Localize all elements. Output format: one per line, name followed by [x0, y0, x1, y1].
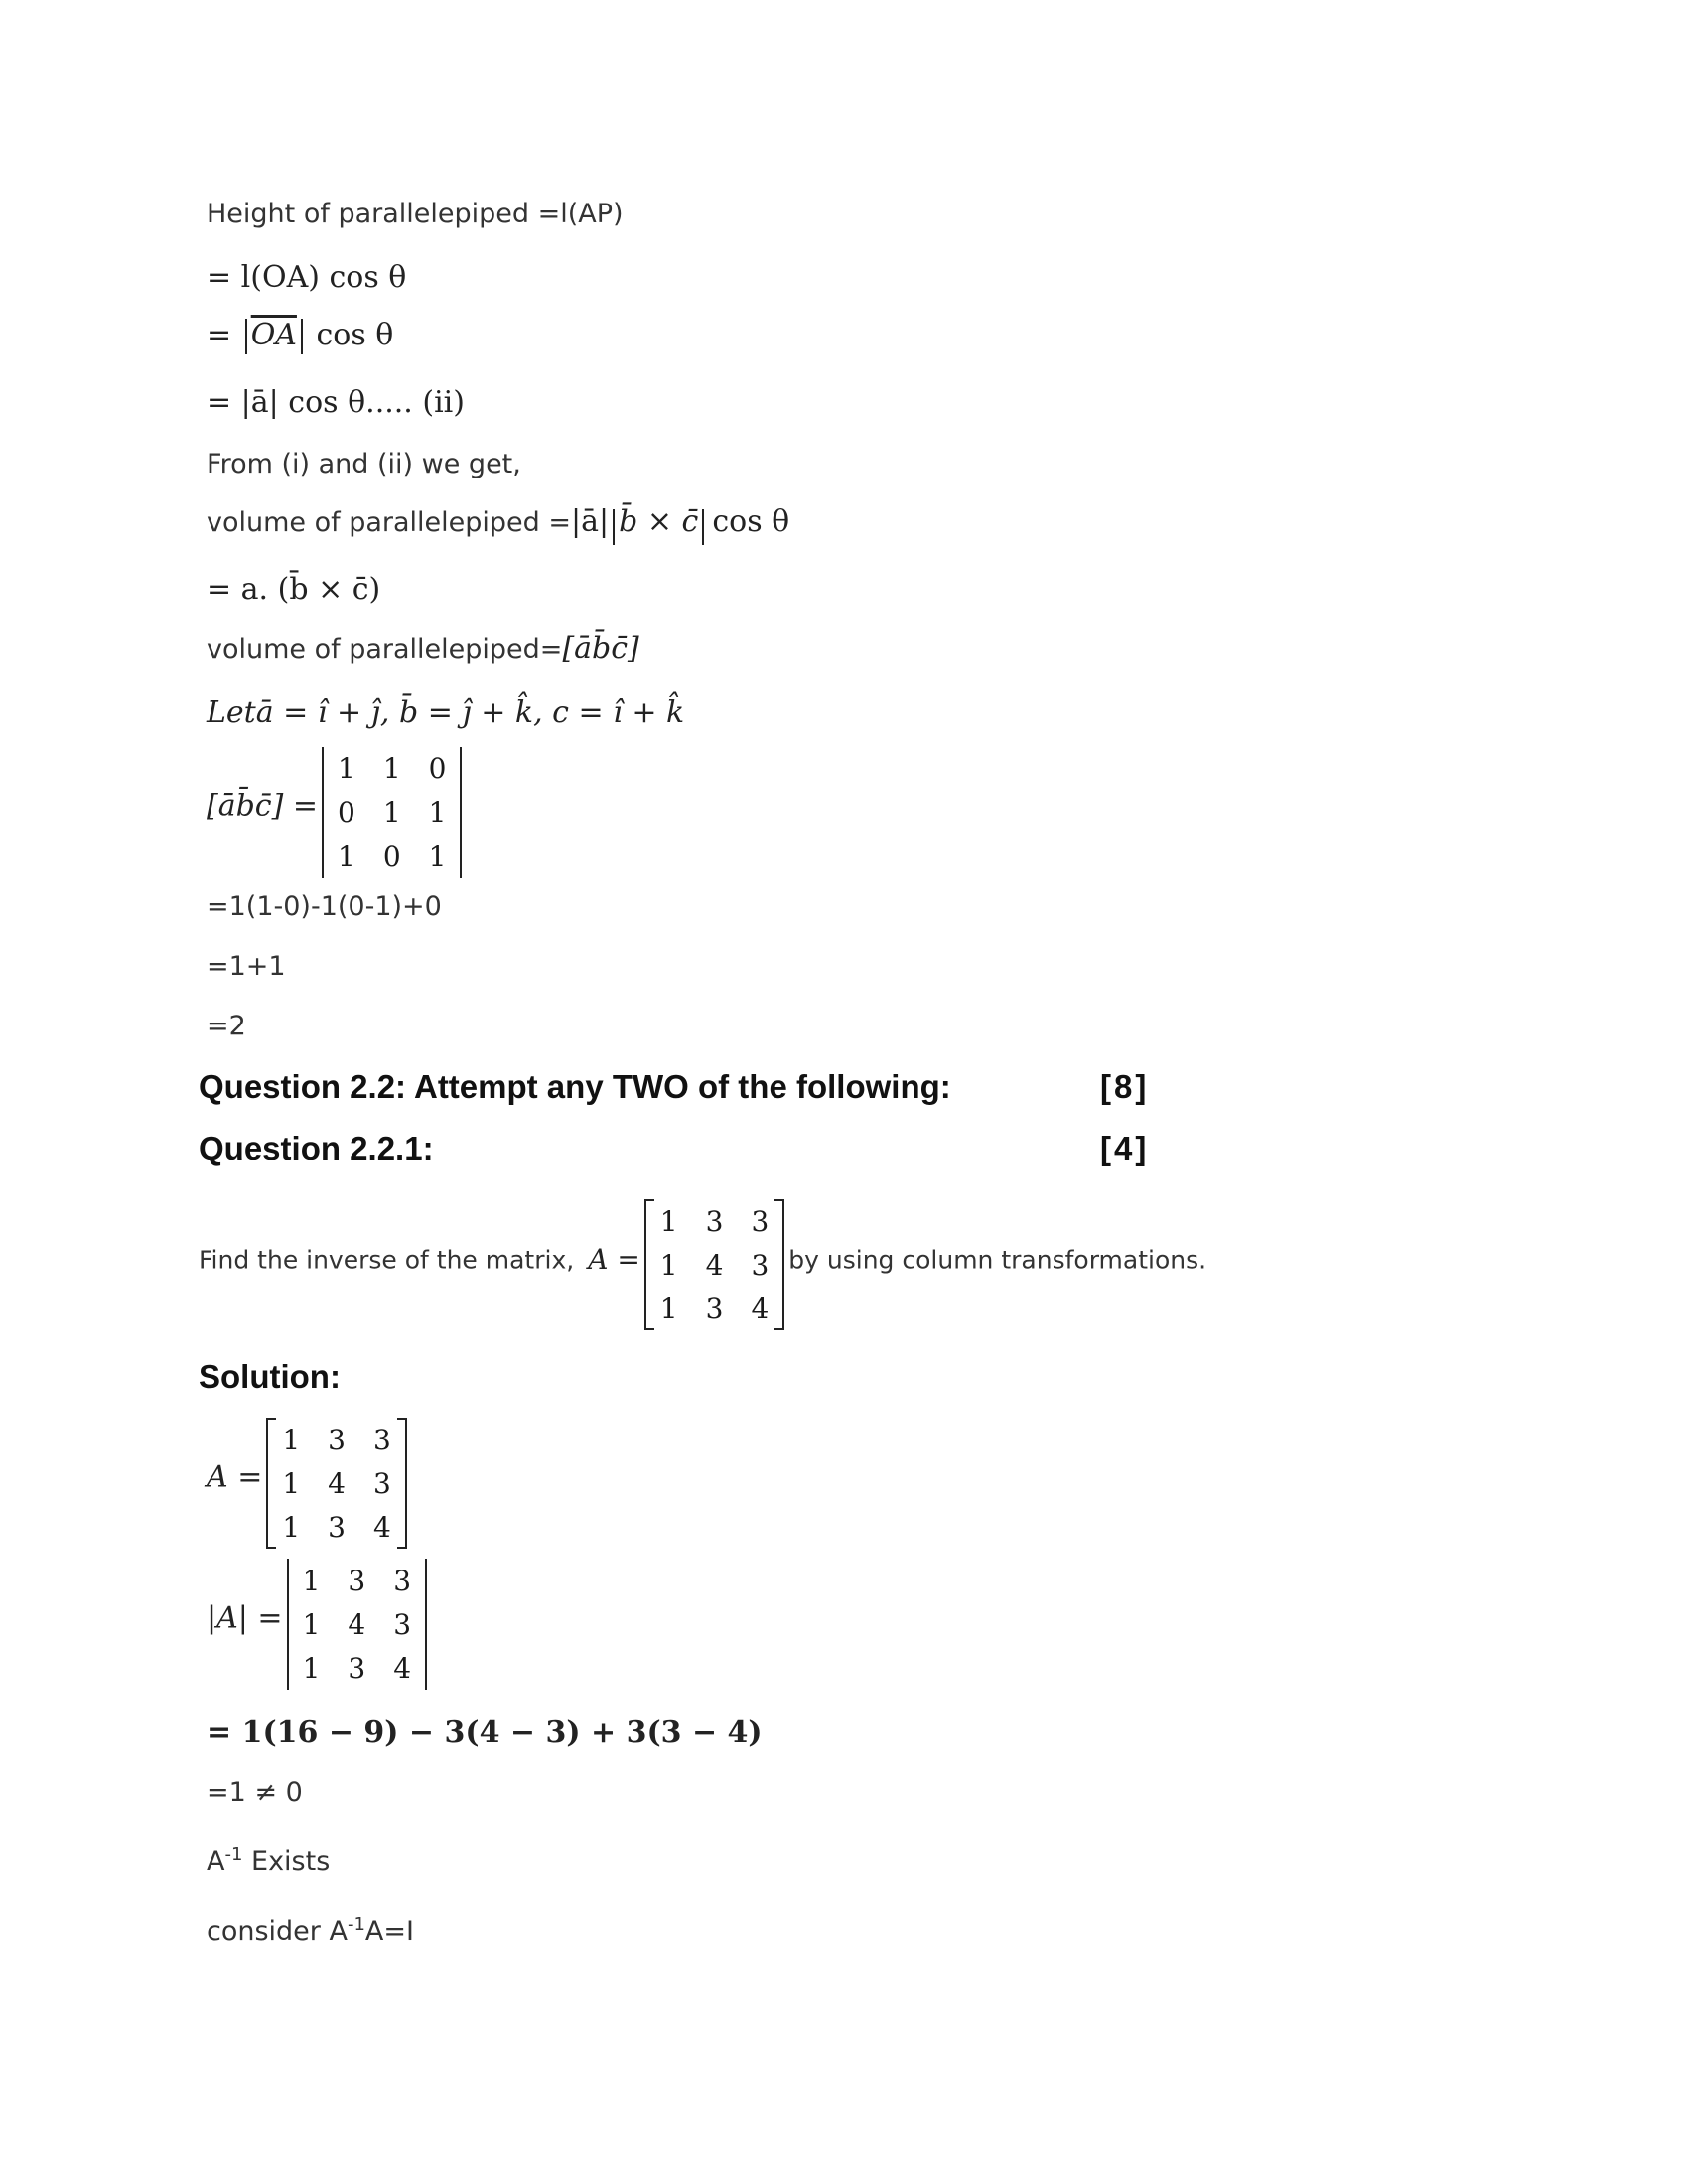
heading-question-2-2-1: Question 2.2.1: — [199, 1130, 434, 1166]
line-det-result: =1 ≠ 0 — [207, 1777, 303, 1808]
line-result-2: =2 — [207, 1011, 246, 1041]
line-a-cos-ii: = |ā| cos θ..... (ii) — [207, 385, 465, 420]
line-let-vectors: Letā = î + ĵ, b̄ = ĵ + k̂, c = î + k̂ — [207, 695, 685, 730]
matrix-a: 1 3 3 1 4 3 1 3 4 — [266, 1418, 406, 1549]
marks-question-2-2-1: [4] — [1100, 1130, 1150, 1166]
determinant-1: 1 1 0 0 1 1 1 0 1 — [322, 747, 462, 878]
line-box-determinant: [āb̄c̄] = 1 1 0 0 1 1 1 0 1 — [207, 747, 462, 878]
determinant-a: 1 3 3 1 4 3 1 3 4 — [287, 1559, 427, 1690]
marks-question-2-2: [8] — [1100, 1068, 1150, 1105]
line-consider: consider $A^{-1}A=I$ — [207, 1914, 414, 1947]
question-matrix: 1 3 3 1 4 3 1 3 4 — [644, 1199, 784, 1330]
line-sum: =1+1 — [207, 951, 286, 982]
line-volume-formula: volume of parallelepiped =|ā| b̄ × c̄ cos θ — [207, 504, 789, 545]
line-from-i-ii: From (i) and (ii) we get, — [207, 449, 521, 479]
line-det-a: |A| = 1 3 3 1 4 3 1 3 4 — [207, 1559, 427, 1690]
line-loa-cos: = l(OA) cos θ — [207, 260, 407, 295]
line-expansion-1: =1(1-0)-1(0-1)+0 — [207, 891, 442, 922]
line-oa-modulus: = $\overline{OA}$ cos θ — [207, 318, 394, 352]
heading-solution: Solution: — [199, 1358, 341, 1395]
heading-question-2-2: Question 2.2: Attempt any TWO of the following: — [199, 1068, 951, 1105]
line-a-dot-bxc: = a. (b̄ × c̄) — [207, 572, 381, 607]
line-volume-box: volume of parallelepiped=[āb̄c̄] — [207, 631, 639, 666]
line-inverse-exists: $A^{-1}$ Exists — [207, 1844, 331, 1877]
line-height: Height of parallelepiped =l(AP) — [207, 199, 624, 229]
line-det-expansion: = 1(16 − 9) − 3(4 − 3) + 3(3 − 4) — [207, 1715, 763, 1750]
line-a-matrix: A = 1 3 3 1 4 3 1 3 4 — [207, 1418, 407, 1549]
vector-oa: $\overline{OA}$ — [250, 318, 297, 352]
question-text: Find the inverse of the matrix, A = 1 3 3 1 4 3 1 3 4 by using column transformations. — [199, 1199, 1206, 1330]
